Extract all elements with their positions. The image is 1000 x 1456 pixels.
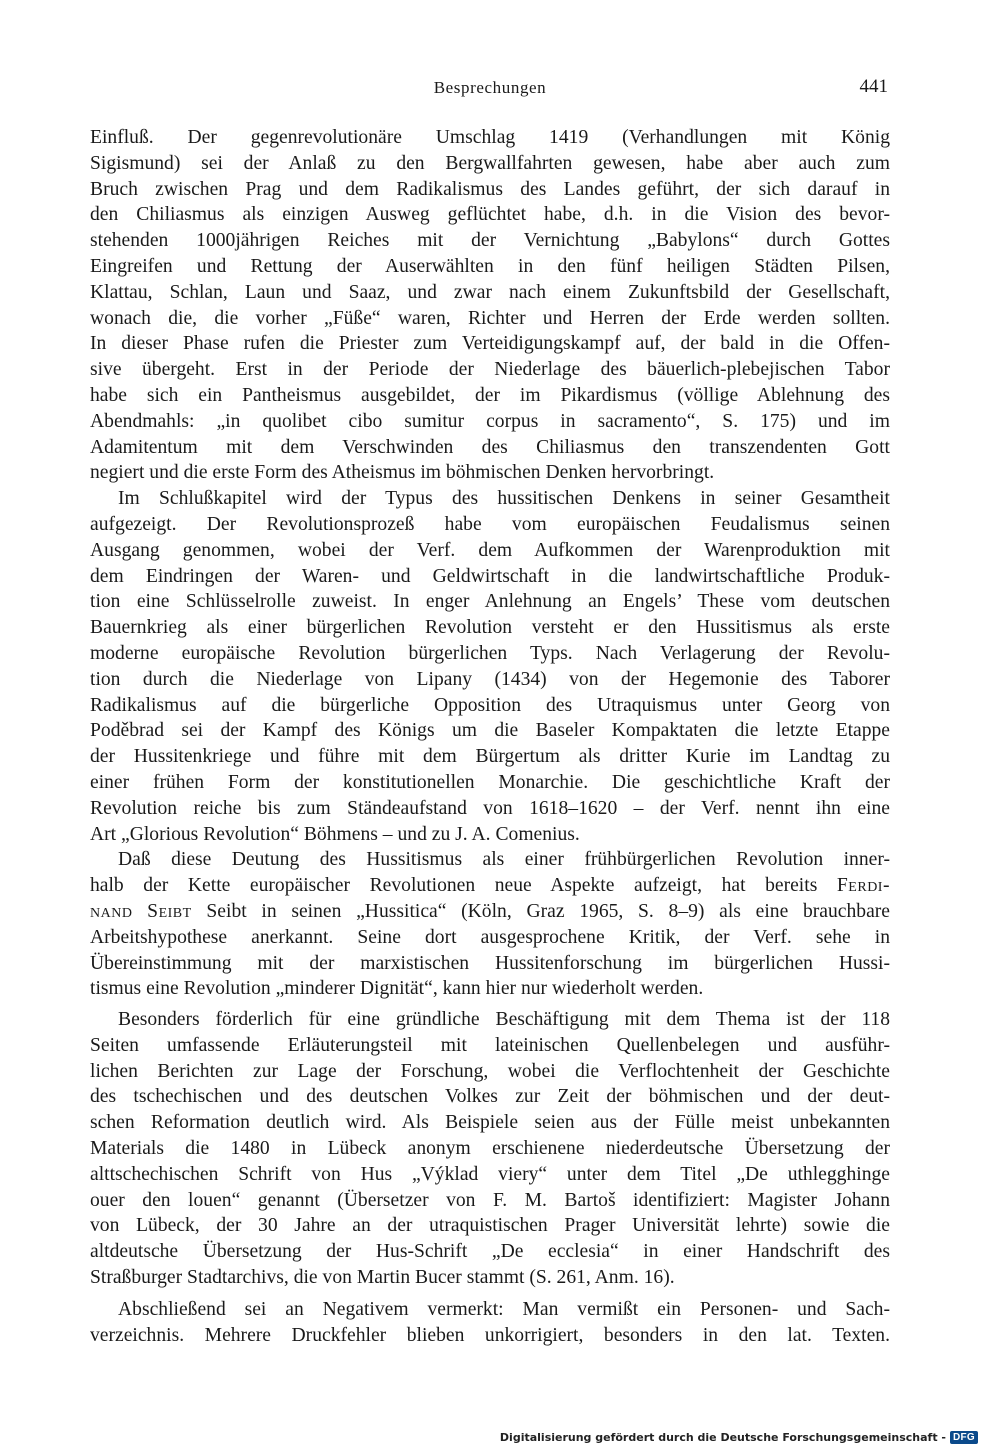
author-name: Seibt: [147, 900, 192, 922]
paragraph-3: [90, 847, 890, 1002]
text-line: wonach die, die vorher „Füße“ waren, Richter und Herren der Erde werden sollten.: [90, 307, 890, 329]
text-line: ouer den louen“ genannt (Übersetzer von F. M. Bartoš identifiziert: Magister Johann: [90, 1189, 890, 1211]
credit-text: Digitalisierung gefördert durch die Deutsche Forschungsgemeinschaft -: [499, 1430, 946, 1444]
text-line: stehenden 1000jährigen Reiches mit der Vernichtung „Babylons“ durch Gottes: [90, 230, 890, 252]
text-line: Einfluß. Der gegenrevolutionäre Umschlag 1419 (Verhandlungen mit König: [90, 127, 890, 148]
text-line: Revolution reiche bis zum Ständeaufstand von 1618–1620 – der Verf. nennt ihn eine: [90, 797, 890, 819]
text-line: moderne europäische Revolution bürgerlichen Typs. Nach Verlagerung der Revolu-: [90, 642, 890, 664]
text-line: tion durch die Niederlage von Lipany (1434) von der Hegemonie des Taborer: [90, 668, 890, 690]
text-line: Straßburger Stadtarchivs, die von Martin Bucer stammt (S. 261, Anm. 16).: [90, 1267, 675, 1289]
text-line: tion eine Schlüsselrolle zuweist. In enger Anlehnung an Engels’ These vom deutschen: [90, 591, 890, 613]
text-line: Bruch zwischen Prag und dem Radikalismus des Landes geführt, der sich darauf in: [90, 178, 890, 200]
text-line: verzeichnis. Mehrere Druckfehler blieben unkorrigiert, besonders in den lat. Texten.: [90, 1324, 890, 1346]
text-line: Adamitentum mit dem Verschwinden des Chiliasmus den transzendenten Gott: [90, 436, 890, 458]
text-line: alttschechischen Schrift von Hus „Výklad viery“ unter dem Titel „De uthlegghinge: [90, 1163, 890, 1185]
text-line: negiert und die erste Form des Atheismus im böhmischen Denken hervorbringt.: [90, 462, 715, 484]
running-head: [90, 74, 890, 104]
text-line: Art „Glorious Revolution“ Böhmens – und zu J. A. Comenius.: [90, 823, 580, 845]
text-line: lichen Berichten zur Lage der Forschung, wobei die Verflochtenheit der Geschichte: [90, 1060, 890, 1082]
text-line: der Hussitenkriege und führe mit dem Bürgertum als dritter Kurie im Landtag zu: [90, 746, 890, 768]
text-line: aufgezeigt. Der Revolutionsprozeß habe vom europäischen Feudalismus seinen: [90, 513, 890, 535]
text-segment: Seibt in seinen „Hussitica“ (Köln, Graz 1965, S. 8–9) als eine brauchbare: [206, 900, 891, 922]
text-line: Eingreifen und Rettung der Auserwählten in den fünf heiligen Städten Pilsen,: [90, 255, 890, 277]
text-line: Ausgang genommen, wobei der Verf. dem Aufkommen der Warenproduktion mit: [90, 539, 890, 561]
paragraph-1: [90, 125, 890, 486]
author-name: nand: [90, 900, 133, 922]
text-line: Materials die 1480 in Lübeck anonym erschienene niederdeutsche Übersetzung der: [90, 1138, 890, 1160]
text-line: von Lübeck, der 30 Jahre an der utraquistischen Prager Universität lehrte) sowie die: [90, 1215, 890, 1237]
text-line: schen Reformation deutlich wird. Als Beispiele seien aus der Fülle meist unbekannten: [90, 1112, 890, 1134]
text-line: Sigismund) sei der Anlaß zu den Bergwallfahrten gewesen, habe aber auch zum: [90, 152, 890, 174]
running-title: Besprechungen: [433, 78, 547, 97]
text-line: Klattau, Schlan, Laun und Saaz, und zwar nach einem Zukunftsbild der Gesellschaft,: [90, 281, 890, 303]
dfg-logo: DFG: [950, 1431, 978, 1444]
author-name: Ferdi-: [836, 875, 890, 897]
text-line: einer frühen Form der konstitutionellen Monarchie. Die geschichtliche Kraft der: [90, 771, 890, 793]
text-line: tismus eine Revolution „minderer Dignität“, kann hier nur wiederholt werden.: [90, 978, 704, 1000]
paragraph-5: [90, 1297, 890, 1349]
text-line: habe sich ein Pantheismus ausgebildet, der im Pikardismus (völlige Ablehnung des: [90, 384, 890, 406]
text-line: Arbeitshypothese anerkannt. Seine dort ausgesprochene Kritik, der Verf. sehe in: [90, 926, 890, 948]
text-line: Abschließend sei an Negativem vermerkt: Man vermißt ein Personen- und Sach-: [118, 1298, 890, 1320]
text-line: [90, 873, 890, 899]
text-line: In dieser Phase rufen die Priester zum Verteidigungskampf auf, der bald in die Offen-: [90, 333, 890, 355]
text-segment: halb der Kette europäischer Revolutionen neue Aspekte aufzeigt, hat bereits: [90, 875, 837, 897]
paragraph-2: [90, 486, 890, 847]
text-line: Im Schlußkapitel wird der Typus des hussitischen Denkens in seiner Gesamtheit: [118, 488, 890, 510]
text-line: Seiten umfassende Erläuterungsteil mit lateinischen Quellenbelegen und ausführ-: [90, 1034, 890, 1056]
text-line: den Chiliasmus als einzigen Ausweg geflüchtet habe, d.h. in die Vision des bevor-: [90, 204, 890, 226]
text-line: sive übergeht. Erst in der Periode der Niederlage des bäuerlich-plebejischen Tabor: [90, 359, 890, 381]
text-line: Abendmahls: „in quolibet cibo sumitur corpus in sacramento“, S. 175) und im: [90, 410, 890, 432]
text-line: Übereinstimmung mit der marxistischen Hussitenforschung im bürgerlichen Hussi-: [90, 952, 890, 974]
paragraph-4: [90, 1007, 890, 1291]
digitization-credit: [500, 1428, 978, 1446]
text-line: Poděbrad sei der Kampf des Königs um die Baseler Kompaktaten die letzte Etappe: [90, 720, 890, 742]
page-number: 441: [859, 76, 888, 97]
text-line: Daß diese Deutung des Hussitismus als einer frühbürgerlichen Revolution inner-: [118, 849, 890, 871]
text-line: Bauernkrieg als einer bürgerlichen Revolution versteht er den Hussitismus als erste: [90, 617, 890, 639]
text-line: des tschechischen und des deutschen Volkes zur Zeit der böhmischen und der deut-: [90, 1086, 890, 1108]
text-line: Radikalismus auf die bürgerliche Opposition des Utraquismus unter Georg von: [90, 694, 890, 716]
text-line: [90, 899, 890, 925]
text-line: altdeutsche Übersetzung der Hus-Schrift „De ecclesia“ in einer Handschrift des: [90, 1241, 890, 1263]
text-line: dem Eindringen der Waren- und Geldwirtschaft in die landwirtschaftliche Produk-: [90, 565, 890, 587]
body-text: [90, 125, 890, 1348]
text-line: Besonders förderlich für eine gründliche Beschäftigung mit dem Thema ist der 118: [118, 1009, 890, 1031]
